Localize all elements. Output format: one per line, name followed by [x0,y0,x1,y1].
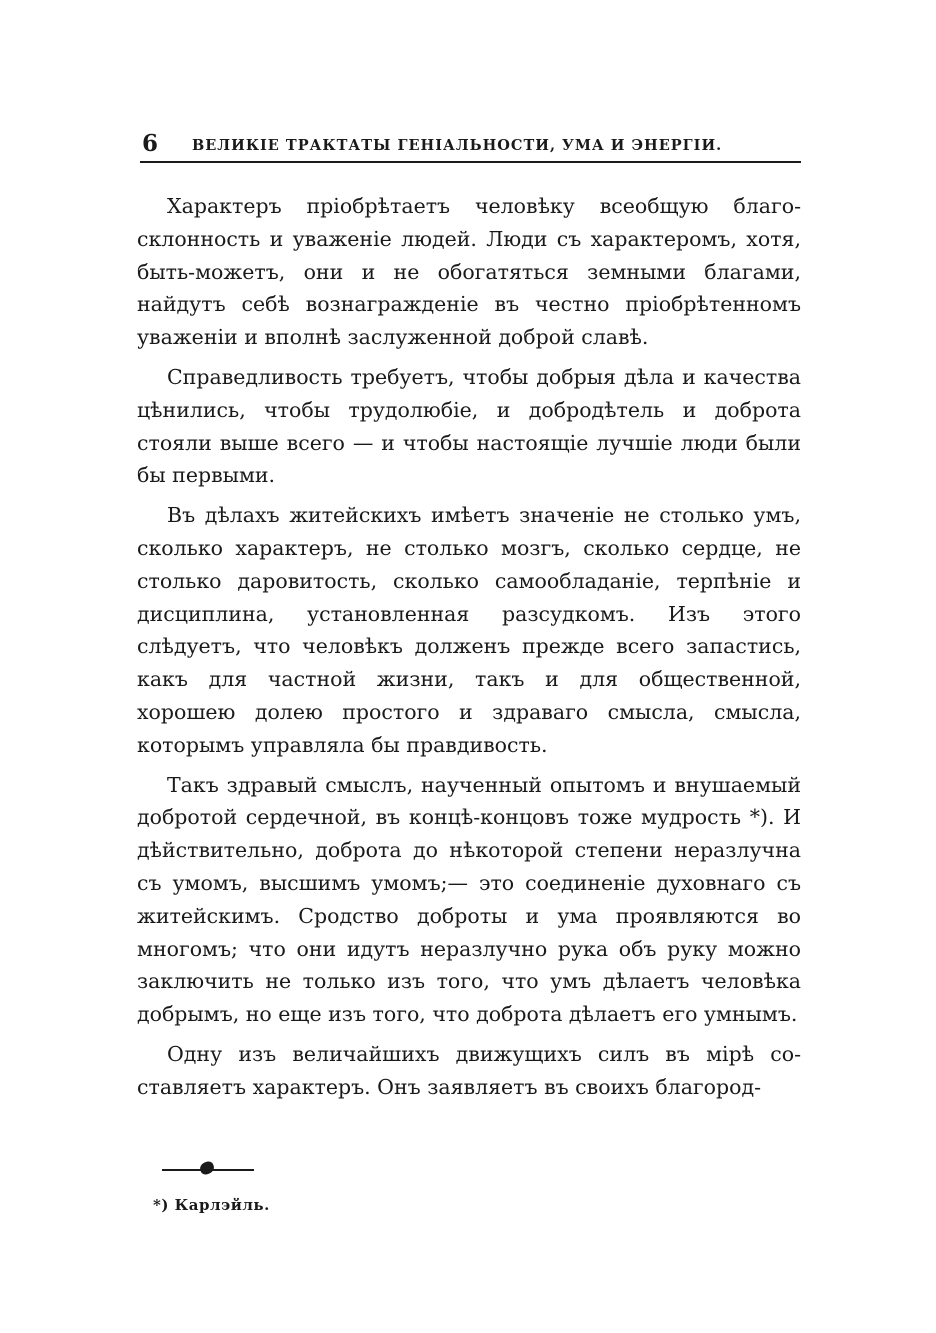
body-text [137,190,801,1111]
page-number: 6 [142,130,159,157]
paragraph-5: Одну изъ величайшихъ движущихъ силъ въ мірѣ составляетъ характеръ. Онъ заявляетъ въ своихъ благород- [137,1041,801,1099]
ink-mark-icon [198,1160,215,1176]
footnote-divider [162,1160,254,1174]
running-title: ВЕЛИКІЕ ТРАКТАТЫ ГЕНІАЛЬНОСТИ, УМА И ЭНЕРГІИ. [192,137,723,154]
paragraph-3: Въ дѣлахъ житейскихъ имѣетъ значеніе не столько умъ, сколько характеръ, не столько мозгъ, сколько сердце, не столько даровитость, сколько самообладаніе, терпѣніе и дисциплина, установленная разсудкомъ. Изъ этого слѣдуетъ, что человѣкъ долженъ прежде всего запастись, какъ для частной жизни, такъ и для общественной, хорошею долею простого и здраваго смысла, смысла, которымъ управляла бы правдивость. [137,503,801,757]
paragraph-4: Такъ здравый смыслъ, наученный опытомъ и внушаемый добротой сердечной, въ концѣ-концовъ тоже мудрость *). И дѣйствительно, доброта до нѣкоторой степени неразлучна съ умомъ, высшимъ умомъ;— это соединеніе духовнаго съ житейскимъ. Сродство доброты и ума проявляются во многомъ; что они идутъ неразлучно рука объ руку можно заключить не только изъ того, что умъ дѣлаетъ человѣка добрымъ, но еще изъ того, что доброта дѣлаетъ его умнымъ. [137,772,801,1027]
footnote: *) Карлэйль. [153,1196,270,1214]
paragraph-2: Справедливость требуетъ, чтобы добрыя дѣла и качества цѣнились, чтобы трудолюбіе, и добродѣтель и доброта стояли выше всего — и чтобы настоящіе лучшіе люди были бы первыми. [137,364,801,488]
running-header [140,131,801,163]
paragraph-1: Характеръ пріобрѣтаетъ человѣку всеобщую благосклонность и уваженіе людей. Люди съ характеромъ, хотя, быть-можетъ, они и не обогатяться земными благами, найдутъ себѣ вознагражденіе въ честно пріобрѣтенномъ уваженіи и вполнѣ заслуженной доброй славѣ. [137,194,801,350]
